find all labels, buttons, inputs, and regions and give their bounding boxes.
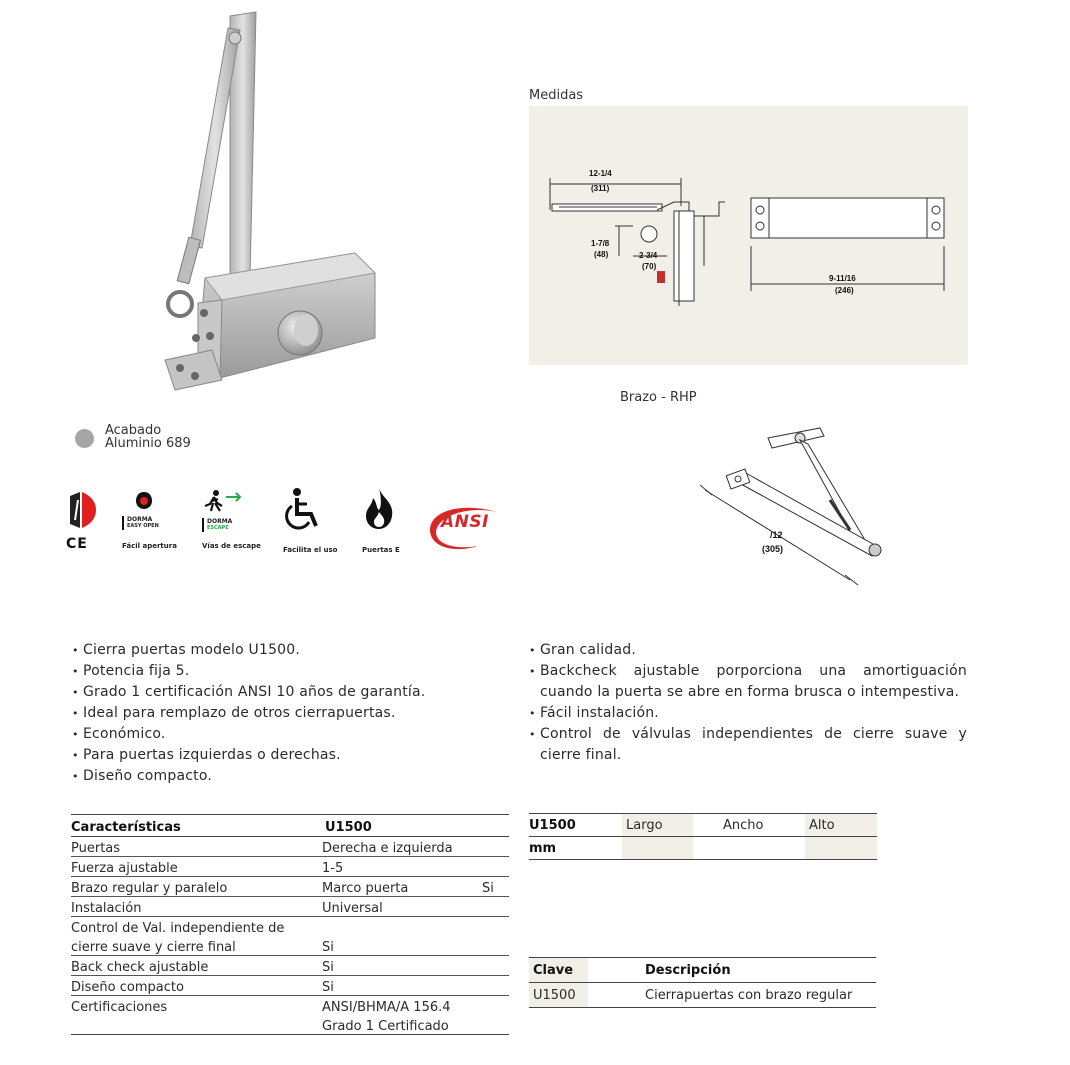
finish-label (105, 424, 191, 450)
easy-open-caption: Fácil apertura (122, 542, 177, 550)
table-cell: Grado 1 Certificado (322, 1019, 449, 1034)
feature-item: • Backcheck ajustable porporciona una amortiguación cuando la puerta se abre en forma brusca o intempestiva. (529, 661, 967, 703)
table-cell (322, 917, 482, 937)
dim-70: (70) (642, 262, 657, 271)
table-cell (482, 897, 509, 917)
table-cell (482, 837, 509, 857)
table-cell: Control de Val. independiente de (71, 921, 285, 936)
accessibility-caption: Facilita el uso (283, 546, 338, 554)
measures-title: Medidas (529, 88, 584, 103)
dim-9-11-16: 9-11/16 (829, 274, 856, 283)
easy-open-sub: EASY OPEN (127, 523, 159, 529)
dim-1-7-8: 1-7/8 (591, 239, 610, 248)
table-cell (482, 956, 509, 976)
table-row (529, 983, 876, 1008)
dim-246: (246) (835, 286, 854, 295)
easy-open-icon (134, 490, 154, 510)
table-header-cell: Largo (622, 814, 693, 837)
table-cell: cierre suave y cierre final (71, 940, 236, 955)
feature-item: • Cierra puertas modelo U1500. (72, 640, 512, 661)
ansi-logo (424, 500, 502, 552)
table-cell (482, 1015, 509, 1035)
table-cell: Si (322, 980, 334, 995)
finish-swatch (75, 429, 94, 448)
table-cell (482, 917, 509, 937)
table-cell: Cierrapuertas con brazo regular (645, 987, 853, 1003)
easy-open-badge (122, 490, 182, 555)
running-man-icon (202, 490, 246, 512)
finish-label-line1: Acabado (105, 423, 162, 438)
features-left (72, 640, 512, 787)
arm-title: Brazo - RHP (620, 390, 697, 405)
escape-brand: DORMA (207, 518, 233, 525)
table-cell (693, 837, 805, 860)
table-cell: Derecha e izquierda (322, 841, 453, 856)
ansi-text: ANSI (441, 512, 489, 532)
table-cell: Marco puerta (322, 881, 409, 896)
table-cell: 1-5 (322, 861, 344, 876)
feature-item: • Ideal para remplazo de otros cierrapuertas. (72, 703, 512, 724)
features-right (529, 640, 967, 766)
fire-door-caption: Puertas E (362, 546, 400, 554)
table-cell: Diseño compacto (71, 980, 184, 995)
dim-12-1-4: 12-1/4 (589, 169, 612, 178)
wheelchair-icon (283, 488, 323, 532)
table-header-cell: Ancho (723, 817, 764, 833)
feature-item: • Diseño compacto. (72, 766, 512, 787)
dimensions-table (529, 813, 877, 860)
table-row (71, 956, 509, 976)
table-cell (71, 1015, 322, 1035)
key-table (529, 957, 876, 1008)
table-header-row (529, 814, 877, 837)
table-row (71, 897, 509, 917)
table-cell (622, 837, 693, 860)
table-cell: mm (529, 840, 557, 856)
dim-311: (311) (591, 184, 610, 193)
table-cell: Fuerza ajustable (71, 861, 178, 876)
table-header-row (529, 958, 876, 983)
fire-door-ce-icon (66, 492, 100, 554)
escape-sub: ESCAPE (207, 525, 229, 531)
table-row (71, 996, 509, 1016)
flame-icon (362, 488, 396, 530)
feature-item: • Gran calidad. (529, 640, 967, 661)
table-header-cell: Descripción (645, 962, 731, 978)
table-cell: Back check ajustable (71, 960, 209, 975)
feature-item: • Control de válvulas independientes de cierre suave y cierre final. (529, 724, 967, 766)
table-row (71, 976, 509, 996)
table-cell (482, 996, 509, 1016)
table-row (71, 936, 509, 956)
table-row (71, 857, 509, 877)
table-header-cell: U1500 (529, 817, 576, 833)
table-cell: Si (322, 940, 334, 955)
table-cell: Instalación (71, 901, 142, 916)
dim-48: (48) (594, 250, 609, 259)
table-cell (482, 857, 509, 877)
arm-dim-305: (305) (762, 544, 784, 554)
characteristics-table (71, 814, 509, 1035)
fire-door-badge (362, 488, 406, 555)
table-row (71, 837, 509, 857)
door-closer-photo (150, 8, 385, 393)
dim-2-3-4: 2-3/4 (639, 251, 658, 260)
table-row (529, 837, 877, 860)
arm-dim-12: /12 (770, 530, 783, 540)
escape-caption: Vías de escape (202, 542, 261, 550)
feature-item: • Fácil instalación. (529, 703, 967, 724)
measures-panel (529, 106, 968, 365)
table-cell (482, 936, 509, 956)
table-row (71, 917, 509, 937)
table-header-cell: Características (71, 820, 181, 835)
ce-mark: CE (66, 536, 88, 552)
escape-badge (202, 490, 264, 555)
table-cell: Puertas (71, 841, 121, 856)
table-row (71, 1015, 509, 1035)
table-row (71, 877, 509, 897)
feature-item: • Económico. (72, 724, 512, 745)
feature-item: • Potencia fija 5. (72, 661, 512, 682)
table-header-row (71, 815, 509, 837)
table-cell (482, 976, 509, 996)
table-cell: Brazo regular y paralelo (71, 881, 228, 896)
easy-open-brand: DORMA (127, 516, 153, 523)
table-cell (805, 837, 877, 860)
table-cell: U1500 (529, 983, 588, 1008)
arm-drawing (700, 420, 900, 590)
table-header-cell: Clave (529, 958, 588, 983)
measures-drawing (529, 106, 968, 365)
table-cell: Universal (322, 901, 383, 916)
door-silhouette-icon (66, 492, 100, 528)
feature-item: • Grado 1 certificación ANSI 10 años de garantía. (72, 682, 512, 703)
accessibility-badge (283, 488, 343, 555)
table-cell: Si (482, 881, 494, 896)
table-header-cell: U1500 (325, 820, 372, 835)
finish-label-line2: Aluminio 689 (105, 436, 191, 451)
table-header-cell: Alto (805, 814, 877, 837)
table-cell: Certificaciones (71, 1000, 168, 1015)
table-cell: Si (322, 960, 334, 975)
feature-item: • Para puertas izquierdas o derechas. (72, 745, 512, 766)
table-cell: ANSI/BHMA/A 156.4 (322, 1000, 451, 1015)
